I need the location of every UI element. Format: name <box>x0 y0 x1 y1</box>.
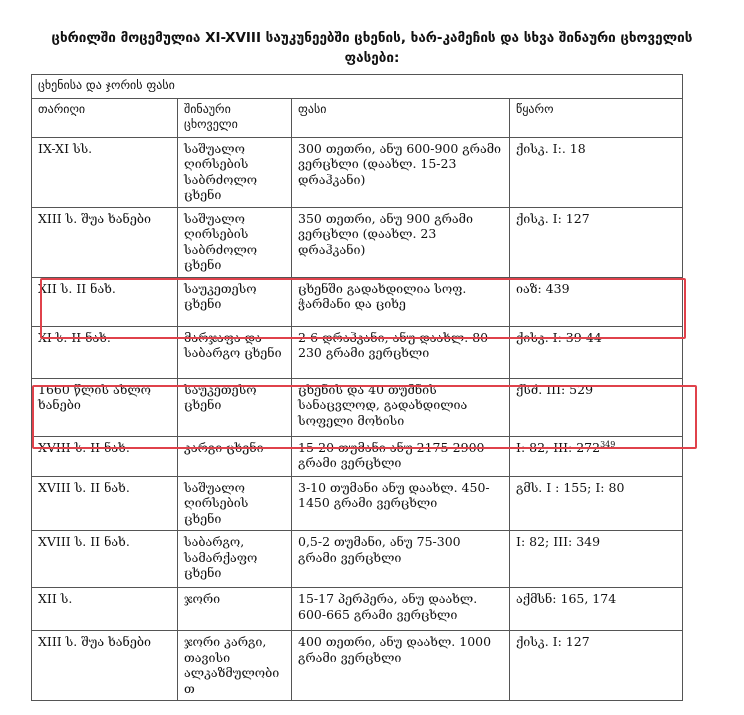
cell-source <box>510 137 683 207</box>
cell-price: 350 თეთრი, ანუ 900 გრამი ვერცხლი (დაახლ. 23 დრაჰკანი) <box>292 207 510 277</box>
cell-date: XVIII ს. II ნახ. <box>32 531 178 588</box>
cell-animal: მარჯაფა და საბარგო ცხენი <box>178 326 292 378</box>
source-text: ქისკ. I:. 18 <box>516 140 586 156</box>
footnote-ref: 349 <box>600 439 616 449</box>
cell-date: XIII ს. შუა ხანები <box>32 631 178 701</box>
cell-animal: კარგი ცხენი <box>178 436 292 476</box>
source-text: აქმსნ: 165, 174 <box>516 591 617 606</box>
page-title: ცხრილში მოცემულია XI-XVIII საუკუნეებში ცხენის, ხარ-კამეჩის და სხვა შინაური ცხოველის ფასები: <box>51 30 693 66</box>
column-header-date: თარიღი <box>32 98 178 137</box>
source-text: I: 82; III: 349 <box>516 534 601 549</box>
source-text: გმს. I : 155; I: 80 <box>516 479 625 495</box>
cell-date: XI ს. II ნახ. <box>32 326 178 378</box>
cell-date: XVIII ს. II ნახ. <box>32 476 178 531</box>
horse-mule-price-table <box>31 74 683 701</box>
cell-animal: საუკეთესო ცხენი <box>178 378 292 436</box>
source-text: ქისკ. I: 127 <box>516 210 590 226</box>
cell-animal: საშუალო ღირსების საბრძოლო ცხენი <box>178 207 292 277</box>
cell-source <box>510 588 683 631</box>
cell-animal: საშუალო ღირსების ცხენი <box>178 476 292 531</box>
column-header-price: ფასი <box>292 98 510 137</box>
cell-source <box>510 436 683 476</box>
cell-price: ცხენის და 40 თუმნის სანაცვლოდ, გადახდილია სოფელი მოხისი <box>292 378 510 436</box>
table-row <box>32 588 683 631</box>
cell-price: 2-6 დრაჰკანი, ანუ დაახლ. 80-230 გრამი ვერცხლი <box>292 326 510 378</box>
column-header-source: წყარო <box>510 98 683 137</box>
table-row <box>32 631 683 701</box>
section-header-row <box>32 75 683 99</box>
cell-source <box>510 207 683 277</box>
cell-date: IX-XI სს. <box>32 137 178 207</box>
source-text: ქისკ. I: 127 <box>516 634 590 649</box>
cell-price: 0,5-2 თუმანი, ანუ 75-300 გრამი ვერცხლი <box>292 531 510 588</box>
cell-date: XIII ს. შუა ხანები <box>32 207 178 277</box>
column-header-row <box>32 98 683 137</box>
cell-date: XII ს. II ნახ. <box>32 277 178 326</box>
cell-price: 15-17 პერპერა, ანუ დაახლ. 600-665 გრამი ვერცხლი <box>292 588 510 631</box>
cell-date: 1660 წლის ახლო ხანები <box>32 378 178 436</box>
cell-animal: საბარგო, სამარქაფო ცხენი <box>178 531 292 588</box>
source-text: I: 82; III: 272 <box>516 439 601 455</box>
cell-source <box>510 378 683 436</box>
cell-price: 3-10 თუმანი ანუ დაახლ. 450-1450 გრამი ვერცხლი <box>292 476 510 531</box>
table-row <box>32 207 683 277</box>
source-text: ქსძ. III: 529 <box>516 381 594 397</box>
cell-price: ცხენში გადახდილია სოფ. ჭარმანი და ციხე <box>292 277 510 326</box>
table-row <box>32 531 683 588</box>
cell-animal: საუკეთესო ცხენი <box>178 277 292 326</box>
cell-animal: საშუალო ღირსების საბრძოლო ცხენი <box>178 137 292 207</box>
cell-source <box>510 531 683 588</box>
cell-price: 400 თეთრი, ანუ დაახლ. 1000 გრამი ვერცხლი <box>292 631 510 701</box>
cell-source <box>510 326 683 378</box>
cell-animal: ჯორი კარგი, თავისი ალკაზმულობით <box>178 631 292 701</box>
table-row <box>32 137 683 207</box>
cell-source <box>510 631 683 701</box>
table-row <box>32 378 683 436</box>
table-row <box>32 476 683 531</box>
cell-price: 300 თეთრი, ანუ 600-900 გრამი ვერცხლი (დაახლ. 15-23 დრაჰკანი) <box>292 137 510 207</box>
cell-date: XII ს. <box>32 588 178 631</box>
section-header: ცხენისა და ჯორის ფასი <box>32 75 683 99</box>
source-text: იაზ: 439 <box>516 280 570 296</box>
table-row <box>32 436 683 476</box>
cell-source <box>510 277 683 326</box>
cell-animal: ჯორი <box>178 588 292 631</box>
column-header-animal: შინაური ცხოველი <box>178 98 292 137</box>
cell-source <box>510 476 683 531</box>
table-row <box>32 326 683 378</box>
table-row <box>32 277 683 326</box>
source-text: ქისკ. I: 39-44 <box>516 329 602 345</box>
cell-date: XVIII ს. II ნახ. <box>32 436 178 476</box>
cell-price: 15-20 თუმანი ანუ 2175-2900 გრამი ვერცხლი <box>292 436 510 476</box>
